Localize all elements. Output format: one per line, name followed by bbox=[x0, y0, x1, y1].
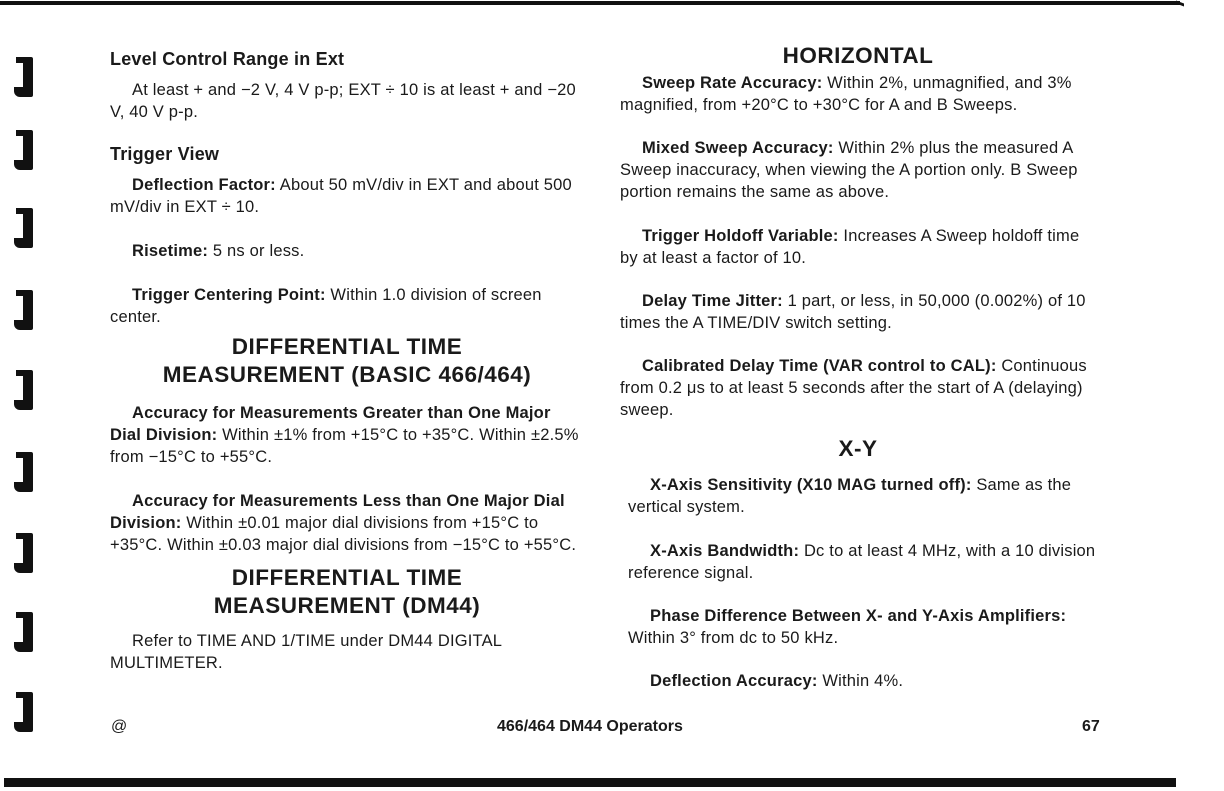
left-column bbox=[110, 48, 584, 674]
diff-time-dm44-line1: DIFFERENTIAL TIME bbox=[231, 565, 463, 590]
sweep-rate-paragraph bbox=[620, 72, 1096, 116]
binder-mark bbox=[14, 692, 36, 732]
accuracy-less-label: Accuracy for Measurements Less than One Major Dial Division: bbox=[110, 492, 565, 532]
page-number: 67 bbox=[1082, 718, 1100, 735]
mixed-sweep-text: Within 2% plus the measured A Sweep inaccuracy, when viewing the A portion only. B Sweep portion remains the same as above. bbox=[620, 139, 1078, 201]
jitter-label: Delay Time Jitter: bbox=[642, 292, 783, 310]
centering-label: Trigger Centering Point: bbox=[132, 286, 326, 304]
x-sensitivity-paragraph bbox=[628, 474, 1102, 518]
refer-paragraph: Refer to TIME AND 1/TIME under DM44 DIGITAL MULTIMETER. bbox=[110, 632, 502, 672]
jitter-paragraph bbox=[620, 290, 1096, 334]
accuracy-greater-paragraph bbox=[110, 402, 584, 468]
bottom-rule bbox=[4, 778, 1176, 787]
diff-time-basic-line2: MEASUREMENT (BASIC 466/464) bbox=[162, 362, 532, 387]
binder-mark bbox=[14, 290, 36, 330]
sweep-rate-text: Within 2%, unmagnified, and 3% magnified, from +20°C to +30°C for A and B Sweeps. bbox=[620, 74, 1072, 114]
deflection-accuracy-text: Within 4%. bbox=[817, 672, 904, 690]
deflection-accuracy-label: Deflection Accuracy: bbox=[650, 672, 818, 690]
x-bandwidth-label: X-Axis Bandwidth: bbox=[650, 542, 800, 560]
centering-text: Within 1.0 division of screen center. bbox=[110, 286, 542, 326]
binder-mark bbox=[14, 130, 36, 170]
holdoff-text: Increases A Sweep holdoff time by at least a factor of 10. bbox=[620, 227, 1080, 267]
footer-symbol: @ bbox=[111, 718, 128, 735]
x-bandwidth-paragraph bbox=[628, 540, 1102, 584]
holdoff-label: Trigger Holdoff Variable: bbox=[642, 227, 839, 245]
diff-time-basic-heading bbox=[110, 333, 584, 389]
deflection-factor-label: Deflection Factor: bbox=[132, 176, 276, 194]
level-control-heading: Level Control Range in Ext bbox=[110, 49, 345, 69]
jitter-text: 1 part, or less, in 50,000 (0.002%) of 10 times the A TIME/DIV switch setting. bbox=[620, 292, 1086, 332]
xy-heading: X-Y bbox=[838, 436, 878, 461]
risetime-paragraph bbox=[110, 240, 584, 262]
risetime-label: Risetime: bbox=[132, 242, 209, 260]
x-bandwidth-text: Dc to at least 4 MHz, with a 10 division reference signal. bbox=[628, 542, 1096, 582]
x-sensitivity-label: X-Axis Sensitivity (X10 MAG turned off): bbox=[650, 476, 972, 494]
accuracy-greater-text: Within ±1% from +15°C to +35°C. Within ±2.5% from −15°C to +55°C. bbox=[110, 426, 579, 466]
holdoff-paragraph bbox=[620, 225, 1096, 269]
binder-mark bbox=[14, 370, 36, 410]
risetime-text: 5 ns or less. bbox=[208, 242, 305, 260]
deflection-factor-paragraph bbox=[110, 174, 584, 218]
phase-difference-text: Within 3° from dc to 50 kHz. bbox=[628, 629, 839, 647]
mixed-sweep-paragraph bbox=[620, 137, 1096, 203]
phase-difference-paragraph bbox=[628, 605, 1102, 649]
footer-title: 466/464 DM44 Operators bbox=[497, 718, 683, 735]
calibrated-delay-text: Continuous from 0.2 μs to at least 5 seconds after the start of A (delaying) sweep. bbox=[620, 357, 1087, 419]
sweep-rate-label: Sweep Rate Accuracy: bbox=[642, 74, 823, 92]
level-control-text: At least + and −2 V, 4 V p-p; EXT ÷ 10 is at least + and −20 V, 40 V p-p. bbox=[110, 81, 576, 121]
deflection-accuracy-paragraph bbox=[628, 670, 1102, 692]
binder-mark bbox=[14, 208, 36, 248]
x-sensitivity-text: Same as the vertical system. bbox=[628, 476, 1072, 516]
horizontal-heading: HORIZONTAL bbox=[782, 43, 934, 68]
trigger-view-heading: Trigger View bbox=[110, 144, 220, 164]
calibrated-delay-label: Calibrated Delay Time (VAR control to CAL): bbox=[642, 357, 997, 375]
top-rule-tail bbox=[1176, 1, 1184, 7]
diff-time-dm44-heading bbox=[110, 564, 584, 620]
accuracy-less-text: Within ±0.01 major dial divisions from +15°C to +35°C. Within ±0.03 major dial divisions from −15°C to +55°C. bbox=[110, 514, 577, 554]
calibrated-delay-paragraph bbox=[620, 355, 1096, 421]
mixed-sweep-label: Mixed Sweep Accuracy: bbox=[642, 139, 834, 157]
diff-time-dm44-line2: MEASUREMENT (DM44) bbox=[213, 593, 481, 618]
binder-mark bbox=[14, 612, 36, 652]
xy-column bbox=[628, 474, 1102, 692]
right-column bbox=[620, 42, 1096, 463]
centering-paragraph bbox=[110, 284, 584, 328]
binder-mark bbox=[14, 452, 36, 492]
accuracy-less-paragraph bbox=[110, 490, 584, 556]
accuracy-greater-label: Accuracy for Measurements Greater than One Major Dial Division: bbox=[110, 404, 551, 444]
binder-mark bbox=[14, 533, 36, 573]
deflection-factor-text: About 50 mV/div in EXT and about 500 mV/div in EXT ÷ 10. bbox=[110, 176, 572, 216]
binder-mark bbox=[14, 57, 36, 97]
diff-time-basic-line1: DIFFERENTIAL TIME bbox=[231, 334, 463, 359]
top-rule bbox=[0, 1, 1180, 5]
phase-difference-label: Phase Difference Between X- and Y-Axis Amplifiers: bbox=[650, 607, 1067, 625]
